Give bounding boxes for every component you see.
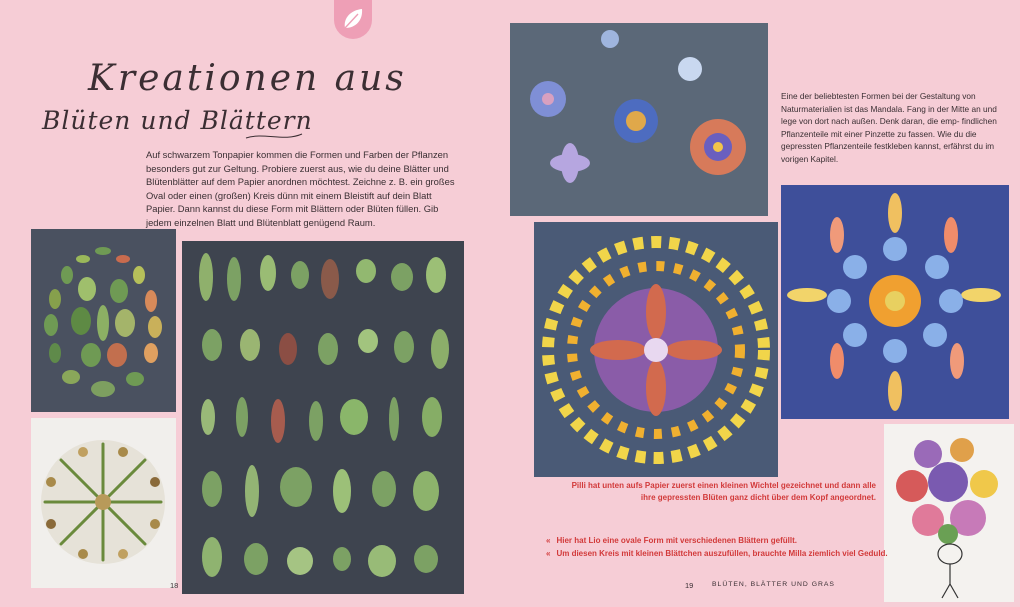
caption-item [546,534,896,547]
caption-list [546,534,896,560]
intro-paragraph: Auf schwarzem Tonpapier kommen die Formen und Farben der Pflanzen besonders gut zur Geltung. Probiere zuerst aus, wie du deine Blätter und Blütenblätter auf dem Papier anordnen möchtest. Zeichne z. B. ein großes Oval oder einen (großen) Kreis dünn mit einem Bleistift auf dein Blatt Papier. Dann kannst du diese Form mit Blättern oder Blüten füllen. Gib jedem einzelnen Blatt und Blütenblatt genügend Raum. [146,149,455,228]
caption-wichtel: Pilli hat unten aufs Papier zuerst einen kleinen Wichtel gezeichnet und dann alle ihre gepressten Blüten ganz dicht über dem Kopf angeordnet. [571,481,876,502]
leaf-badge-icon [334,0,372,40]
running-head: BLÜTEN, BLÄTTER UND GRAS [712,581,835,588]
caption-item [546,547,896,560]
page-title-line1: Kreationen aus [88,58,407,99]
photo-leaf-grid [182,241,464,594]
photo-circle-leaves [31,418,179,590]
photo-wichtel-flowers [884,424,1014,602]
mandala-paragraph: Eine der beliebtesten Formen bei der Gestaltung von Naturmaterialien ist das Mandala. Fang in der Mitte an und lege von dort nach außen. Denk daran, die emp- findlichen Pflanzenteile mit einer Pinzette zu fassen. Wie du die gepressten Pflanzenteile festkleben kannst, erfährst du im vorigen Kapitel. [781,91,997,164]
caption-text: Um diesen Kreis mit kleinen Blättchen auszufüllen, brauchte Milla ziemlich viel Geduld. [556,549,888,558]
title-flourish [244,130,304,142]
page-number-right: 19 [685,581,694,590]
photo-yellow-mandala [534,222,778,477]
caption-text: Hier hat Lio eine ovale Form mit verschiedenen Blättern gefüllt. [556,536,797,545]
photo-small-mandalas [510,23,768,216]
photo-oval-leaves [31,229,176,412]
caption-bullet: « [546,549,551,558]
caption-bullet: « [546,536,551,545]
photo-blue-mandala [781,185,1009,419]
page-title-line2: Blüten und Blättern [42,106,313,135]
page-number-left: 18 [170,581,179,590]
